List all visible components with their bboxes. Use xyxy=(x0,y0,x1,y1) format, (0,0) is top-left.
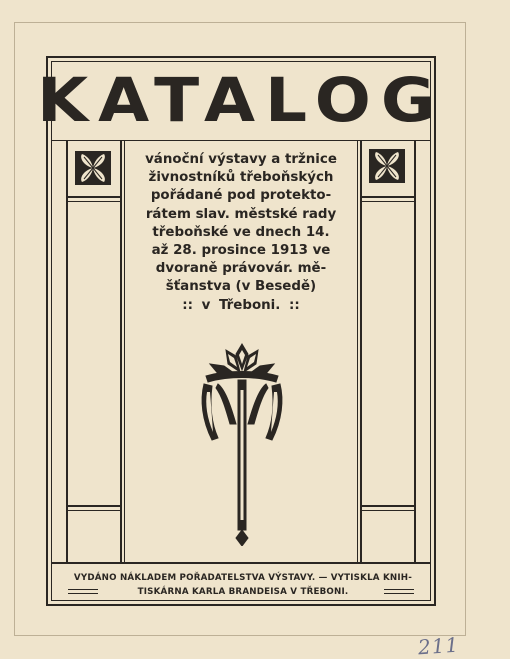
left-column-line xyxy=(124,141,125,562)
right-pillar-upper-rule-thin xyxy=(360,201,416,202)
left-pillar-lower-rule xyxy=(66,505,122,507)
right-pillar-upper-rule xyxy=(360,196,416,198)
description-line: dvoraně právovár. mě- xyxy=(155,261,327,277)
description-line: vánoční výstavy a tržnice xyxy=(145,152,337,167)
description-line: živnostníků třeboňských xyxy=(148,170,334,186)
handwritten-number: 211 xyxy=(417,632,460,659)
right-column-line xyxy=(357,141,358,562)
art-nouveau-flower-ornament xyxy=(196,340,288,546)
description-line: až 28. prosince 1913 ve xyxy=(151,243,331,259)
catalog-description xyxy=(130,151,352,315)
description-line: šťanstva (v Besedě) xyxy=(165,279,317,295)
left-pillar-upper-rule-thin xyxy=(66,201,122,202)
right-pillar xyxy=(360,141,416,562)
right-pillar-lower-rule xyxy=(360,505,416,507)
page-title: KATALOG xyxy=(36,64,446,136)
footer-right-dash xyxy=(384,589,414,594)
description-line: rátem slav. městské rady xyxy=(145,206,337,222)
description-line: pořádané pod protekto- xyxy=(150,188,332,204)
description-line: třeboňské ve dnech 14. xyxy=(152,224,330,240)
left-pillar-lower-rule-thin xyxy=(66,510,122,511)
leaf-tile-icon-left xyxy=(74,150,112,186)
footer-left-dash xyxy=(68,589,98,594)
left-pillar-upper-rule xyxy=(66,196,122,198)
left-pillar xyxy=(66,141,122,562)
printer-imprint xyxy=(58,571,428,599)
imprint-line: VYDÁNO NÁKLADEM POŘADATELSTVA VÝSTAVY. — VYTISKLA KNIH- xyxy=(73,573,413,583)
leaf-tile-icon-right xyxy=(368,148,406,184)
description-line: :: v Třeboni. :: xyxy=(182,297,300,313)
imprint-line: TISKÁRNA KARLA BRANDEISA V TŘEBONI. xyxy=(137,587,349,597)
right-pillar-lower-rule-thin xyxy=(360,510,416,511)
